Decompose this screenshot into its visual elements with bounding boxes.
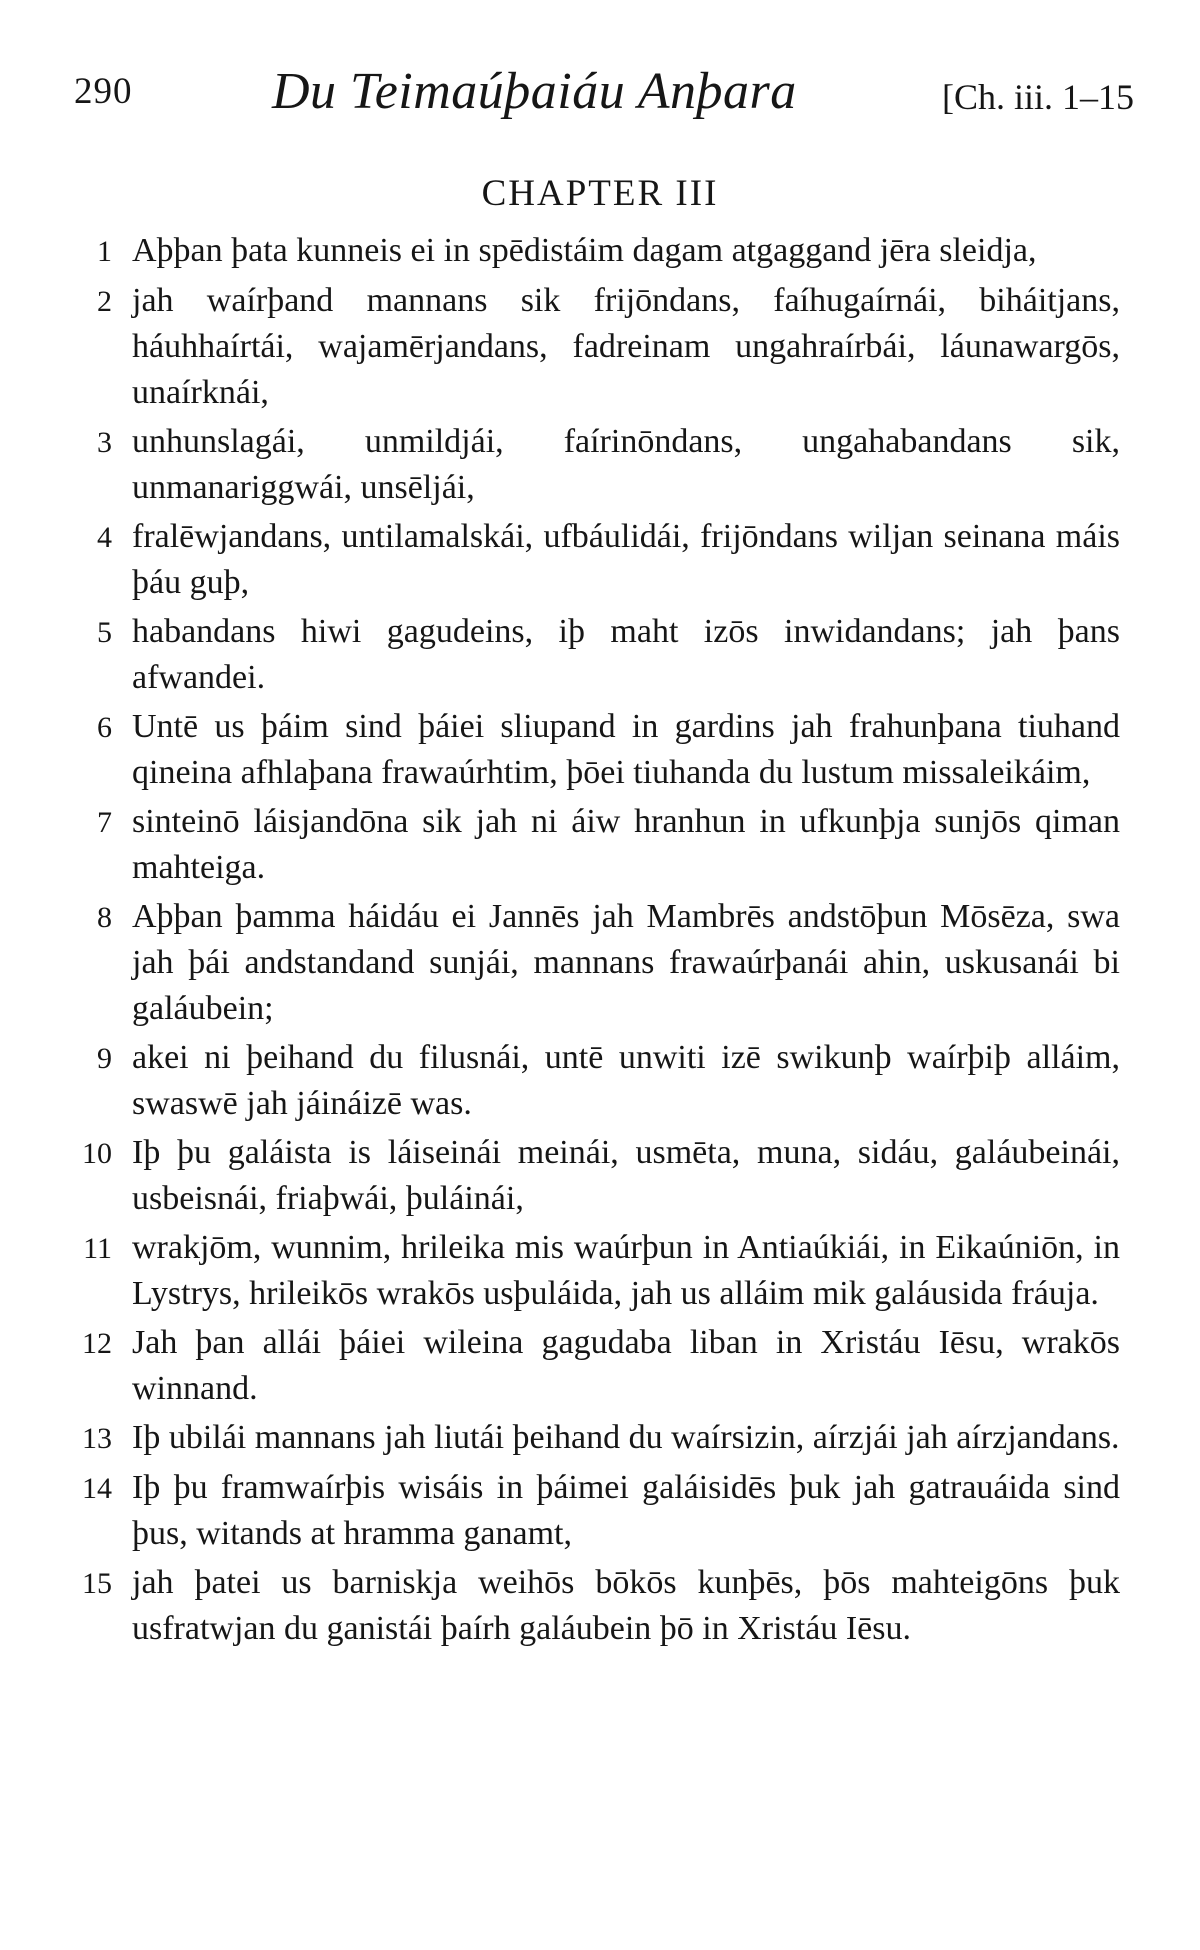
verse-4 (58, 514, 1120, 606)
verse-list (58, 228, 1120, 1655)
verse-text: Iþ þu framwaírþis wisáis in þáimei galáisidēs þuk jah gatrauáida sind þus, witands at hramma ganamt, (132, 1469, 1120, 1552)
verse-text: jah waírþand mannans sik frijōndans, faíhugaírnái, biháitjans, háuhhaírtái, wajamērjandans, fadreinam ungahraírbái, láunawargōs, unaírknái, (132, 282, 1120, 411)
chapter-heading: CHAPTER III (481, 173, 719, 214)
verse-text: Jah þan allái þáiei wileina gagudaba liban in Xristáu Iēsu, wrakōs winnand. (132, 1324, 1120, 1407)
verse-number: 10 (82, 1137, 112, 1170)
verse-text: fralēwjandans, untilamalskái, ufbáulidái, frijōndans wiljan seinana máis þáu guþ, (132, 518, 1120, 601)
verse-number: 13 (82, 1422, 112, 1455)
verse-text: Aþþan þata kunneis ei in spēdistáim dagam atgaggand jēra sleidja, (132, 232, 1037, 269)
verse-text: Aþþan þamma háidáu ei Jannēs jah Mambrēs andstōþun Mōsēza, swa jah þái andstandand sunjái, mannans frawaúrþanái ahin, uskusanái bi galáubein; (132, 898, 1120, 1027)
verse-11 (58, 1225, 1120, 1317)
verse-number: 6 (97, 711, 112, 744)
verse-1 (58, 228, 1120, 275)
verse-6 (58, 704, 1120, 796)
verse-8 (58, 894, 1120, 1032)
verse-number: 15 (82, 1567, 112, 1600)
page-header (74, 62, 1134, 122)
verse-5 (58, 609, 1120, 701)
verse-number: 7 (97, 806, 112, 839)
verse-12 (58, 1320, 1120, 1412)
verse-number: 4 (97, 521, 112, 554)
verse-10 (58, 1130, 1120, 1222)
verse-text: jah þatei us barniskja weihōs bōkōs kunþēs, þōs mahteigōns þuk usfratwjan du ganistái þaírh galáubein þō in Xristáu Iēsu. (132, 1564, 1120, 1647)
verse-number: 12 (82, 1327, 112, 1360)
verse-3 (58, 419, 1120, 511)
verse-number: 2 (97, 285, 112, 318)
verse-number: 1 (97, 235, 112, 268)
chapter-reference: [Ch. iii. 1–15 (941, 77, 1134, 117)
verse-text: wrakjōm, wunnim, hrileika mis waúrþun in Antiaúkiái, in Eikaúniōn, in Lystrys, hrileikōs wrakōs usþuláida, jah us alláim mik galáusida fráuja. (132, 1229, 1120, 1312)
verse-14 (58, 1465, 1120, 1557)
verse-number: 8 (97, 901, 112, 934)
running-title: Du Teimaúþaiáu Anþara (272, 63, 797, 120)
verse-number: 11 (83, 1232, 112, 1265)
verse-15 (58, 1560, 1120, 1652)
verse-number: 5 (97, 616, 112, 649)
verse-number: 3 (97, 426, 112, 459)
verse-text: unhunslagái, unmildjái, faírinōndans, ungahabandans sik, unmanariggwái, unsēljái, (132, 423, 1120, 506)
verse-number: 9 (97, 1042, 112, 1075)
verse-text: habandans hiwi gagudeins, iþ maht izōs inwidandans; jah þans afwandei. (132, 613, 1120, 696)
verse-text: Iþ ubilái mannans jah liutái þeihand du waírsizin, aírzjái jah aírzjandans. (132, 1419, 1120, 1456)
verse-text: akei ni þeihand du filusnái, untē unwiti izē swikunþ waírþiþ alláim, swaswē jah jáináizē was. (132, 1039, 1120, 1122)
page-number: 290 (74, 71, 133, 112)
verse-text: sinteinō láisjandōna sik jah ni áiw hranhun in ufkunþja sunjōs qiman mahteiga. (132, 803, 1120, 886)
verse-text: Iþ þu galáista is láiseinái meinái, usmēta, muna, sidáu, galáubeinái, usbeisnái, friaþwái, þuláinái, (132, 1134, 1120, 1217)
verse-13 (58, 1415, 1120, 1462)
verse-number: 14 (82, 1472, 112, 1505)
verse-text: Untē us þáim sind þáiei sliupand in gardins jah frahunþana tiuhand qineina afhlaþana frawaúrhtim, þōei tiuhanda du lustum missaleikáim, (132, 708, 1120, 791)
verse-2 (58, 278, 1120, 416)
verse-9 (58, 1035, 1120, 1127)
verse-7 (58, 799, 1120, 891)
